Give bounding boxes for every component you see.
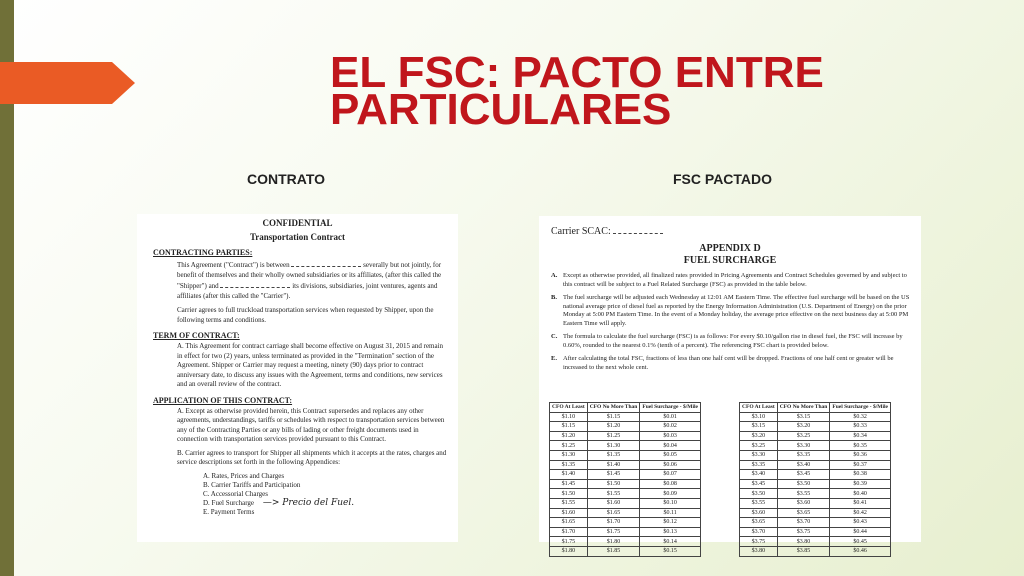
table-cell: $0.10 [640,498,701,508]
table-cell: $1.35 [550,460,588,470]
table-cell: $0.07 [640,470,701,480]
table-row [740,518,891,528]
table-cell: $1.75 [550,537,588,547]
table-cell: $0.09 [640,489,701,499]
table-row [550,527,701,537]
table-cell: $1.55 [587,489,640,499]
table-cell: $0.15 [640,546,701,556]
table-cell: $3.65 [740,518,778,528]
table-cell: $3.35 [740,460,778,470]
redaction-mark [220,280,290,288]
table-cell: $3.65 [777,508,830,518]
table-cell: $0.37 [830,460,891,470]
table-cell: $1.40 [550,470,588,480]
table-row [550,518,701,528]
section-heading: APPLICATION OF THIS CONTRACT: [153,395,293,405]
list-item: C. Accessorial Charges [203,489,268,498]
table-cell: $0.04 [640,441,701,451]
table-cell: $3.30 [740,450,778,460]
table-cell: $3.85 [777,546,830,556]
table-cell: $0.38 [830,470,891,480]
table-cell: $1.80 [587,537,640,547]
table-cell: $1.70 [587,518,640,528]
table-cell: $1.55 [550,498,588,508]
fsc-document-image [539,216,921,555]
table-cell: $0.05 [640,450,701,460]
table-cell: $0.13 [640,527,701,537]
table-cell: $0.45 [830,537,891,547]
table-cell: $0.34 [830,431,891,441]
table-cell: $0.41 [830,498,891,508]
table-row [550,450,701,460]
doc-paragraph: This Agreement ("Contract") is between severally but not jointly, for benefit of themselves and their wholly owned subsidiaries or its affiliates, (after this called the "Shipper") and its divisions, subsidiaries, joint ventures, agents and affiliates (after this called the "Carrier"). [177,261,442,300]
table-cell: $0.35 [830,441,891,451]
doc-paragraph: A. Except as otherwise provided, all finalized rates provided in Pricing Agreements and Contract Schedules governed by and subject to this contract will be subject to a Fuel Related Surcharge (FSC) as provided in the table below. [551,272,907,288]
doc-paragraph: A. This Agreement for contract carriage shall become effective on August 31, 2015 and remain in effect for two (2) years, unless terminated as provided in the "Termination" section of the Agreement. Shipper or Carrier may request a meeting, ninety (90) days prior to contract anniversary date, to discuss any issues with the Agreement, terms and conditions, new services and an overall review of the contract. [177,342,444,388]
table-cell: $3.80 [740,546,778,556]
table-row [550,537,701,547]
table-cell: $1.70 [550,527,588,537]
table-cell: $3.15 [740,422,778,432]
doc-paragraph: B. Carrier agrees to transport for Shipper all shipments which it accepts at the rates, charges and service descriptions set forth in the following Appendices: [177,448,447,466]
table-cell: $3.50 [740,489,778,499]
table-cell: $0.36 [830,450,891,460]
table-cell: $3.40 [777,460,830,470]
table-row [550,460,701,470]
table-row [740,489,891,499]
table-cell: $3.20 [777,422,830,432]
table-row [740,470,891,480]
table-cell: $1.10 [550,412,588,422]
table-cell: $1.60 [587,498,640,508]
table-row [550,422,701,432]
table-cell: $3.80 [777,537,830,547]
table-cell: $3.45 [740,479,778,489]
table-cell: $0.40 [830,489,891,499]
table-header-row [550,403,701,413]
column-header: CFO No More Than [777,403,830,413]
table-cell: $1.65 [587,508,640,518]
table-cell: $0.08 [640,479,701,489]
list-item: A. Rates, Prices and Charges [203,471,285,480]
table-cell: $1.45 [587,470,640,480]
table-cell: $1.50 [550,489,588,499]
table-row [740,431,891,441]
column-header: Fuel Surcharge - $/Mile [640,403,701,413]
table-row [740,479,891,489]
table-cell: $3.10 [740,412,778,422]
table-row [740,450,891,460]
contract-caption: CONTRATO [247,171,326,187]
column-header: CFO No More Than [587,403,640,413]
column-header: CFO At Least [550,403,588,413]
table-header-row [740,403,891,413]
doc-heading: CONFIDENTIAL [262,218,333,228]
table-row [550,412,701,422]
list-item: D. Fuel Surcharge —> Precio del Fuel. [203,497,355,508]
table-cell: $0.39 [830,479,891,489]
list-item: E. Payment Terms [203,507,255,516]
table-cell: $1.65 [550,518,588,528]
contract-document-image [137,214,458,542]
table-cell: $0.14 [640,537,701,547]
column-header: CFO At Least [740,403,778,413]
table-row [740,508,891,518]
appendix-list [203,472,458,517]
table-row [740,460,891,470]
table-cell: $3.70 [740,527,778,537]
fsc-table-left [549,402,701,557]
fsc-table-right [739,402,891,557]
table-row [550,479,701,489]
table-row [740,422,891,432]
table-cell: $3.50 [777,479,830,489]
table-row [740,498,891,508]
table-cell: $0.33 [830,422,891,432]
table-cell: $1.75 [587,527,640,537]
slide-title: EL FSC: PACTO ENTRE PARTICULARES [330,48,824,134]
table-row [740,412,891,422]
table-cell: $3.55 [740,498,778,508]
table-row [550,508,701,518]
table-cell: $1.45 [550,479,588,489]
table-cell: $1.40 [587,460,640,470]
table-row [550,489,701,499]
table-row [550,431,701,441]
table-cell: $3.60 [777,498,830,508]
table-cell: $1.20 [550,431,588,441]
redaction-mark [613,226,663,234]
doc-paragraph: C. The formula to calculate the fuel surcharge (FSC) is as follows: For every $0.10/gallon rise in diesel fuel, the FSC will increase by 0.60%, rounded to the nearest 0.1% (tenth of a percent). The referencing FSC chart is provided below. [551,333,903,349]
doc-heading: APPENDIX D [699,243,761,254]
table-cell: $3.15 [777,412,830,422]
table-row [740,537,891,547]
table-cell: $3.45 [777,470,830,480]
doc-paragraph: B. The fuel surcharge will be adjusted each Wednesday at 12:01 AM Eastern Time. The effective fuel surcharge will be based on the US national average price of diesel fuel as reported by the Energy Information Administration (U.S. Department of Energy) on the prior Monday at 5:00 PM Eastern Time. In the event of a Monday holiday, the average price effective on the next business day at 5:00 PM Eastern Time will apply. [551,294,910,327]
table-row [550,498,701,508]
table-cell: $1.30 [550,450,588,460]
table-cell: $1.35 [587,450,640,460]
table-cell: $0.01 [640,412,701,422]
table-cell: $0.02 [640,422,701,432]
table-cell: $3.60 [740,508,778,518]
table-cell: $3.75 [740,537,778,547]
table-cell: $3.55 [777,489,830,499]
section-heading: TERM OF CONTRACT: [153,331,240,340]
table-cell: $0.03 [640,431,701,441]
table-cell: $0.32 [830,412,891,422]
table-cell: $0.46 [830,546,891,556]
table-cell: $1.85 [587,546,640,556]
redaction-mark [291,259,361,267]
table-row [740,441,891,451]
doc-paragraph: E. After calculating the total FSC, fractions of less than one half cent will be dropped. Fractions of one half cent or greater will be increased to the next whole cent. [551,355,894,371]
table-cell: $0.43 [830,518,891,528]
column-header: Fuel Surcharge - $/Mile [830,403,891,413]
doc-paragraph: Carrier agrees to full truckload transportation services when requested by Shipper, upon the following terms and conditions. [177,306,434,324]
table-cell: $0.06 [640,460,701,470]
handwritten-note: —> Precio del Fuel. [260,497,355,508]
scac-label: Carrier SCAC: [551,226,921,237]
table-row [740,546,891,556]
fsc-caption: FSC PACTADO [673,171,773,187]
table-row [550,441,701,451]
table-cell: $0.42 [830,508,891,518]
table-cell: $1.25 [587,431,640,441]
table-row [550,546,701,556]
table-cell: $3.70 [777,518,830,528]
table-cell: $0.11 [640,508,701,518]
table-cell: $1.15 [550,422,588,432]
table-row [740,527,891,537]
table-cell: $3.35 [777,450,830,460]
doc-subheading: FUEL SURCHARGE [683,255,777,266]
table-row [550,470,701,480]
table-cell: $1.20 [587,422,640,432]
table-cell: $3.40 [740,470,778,480]
list-item: B. Carrier Tariffs and Participation [203,480,301,489]
arrow-decoration-icon [0,62,135,104]
table-cell: $3.20 [740,431,778,441]
section-heading: CONTRACTING PARTIES: [153,248,253,257]
table-cell: $1.30 [587,441,640,451]
table-cell: $1.50 [587,479,640,489]
table-cell: $1.15 [587,412,640,422]
table-cell: $1.60 [550,508,588,518]
table-cell: $3.25 [777,431,830,441]
doc-subheading: Transportation Contract [249,232,346,242]
table-cell: $1.80 [550,546,588,556]
table-cell: $0.12 [640,518,701,528]
table-cell: $3.75 [777,527,830,537]
table-cell: $0.44 [830,527,891,537]
table-cell: $3.30 [777,441,830,451]
table-cell: $1.25 [550,441,588,451]
table-cell: $3.25 [740,441,778,451]
doc-paragraph: A. Except as otherwise provided herein, this Contract supersedes and replaces any other agreements, understandings, tariffs or schedules with respect to transportation services between any of the Contracting Parties or any bills of lading or other freight documents used in connection with transportation services provided pursuant to this Contract. [177,406,445,443]
